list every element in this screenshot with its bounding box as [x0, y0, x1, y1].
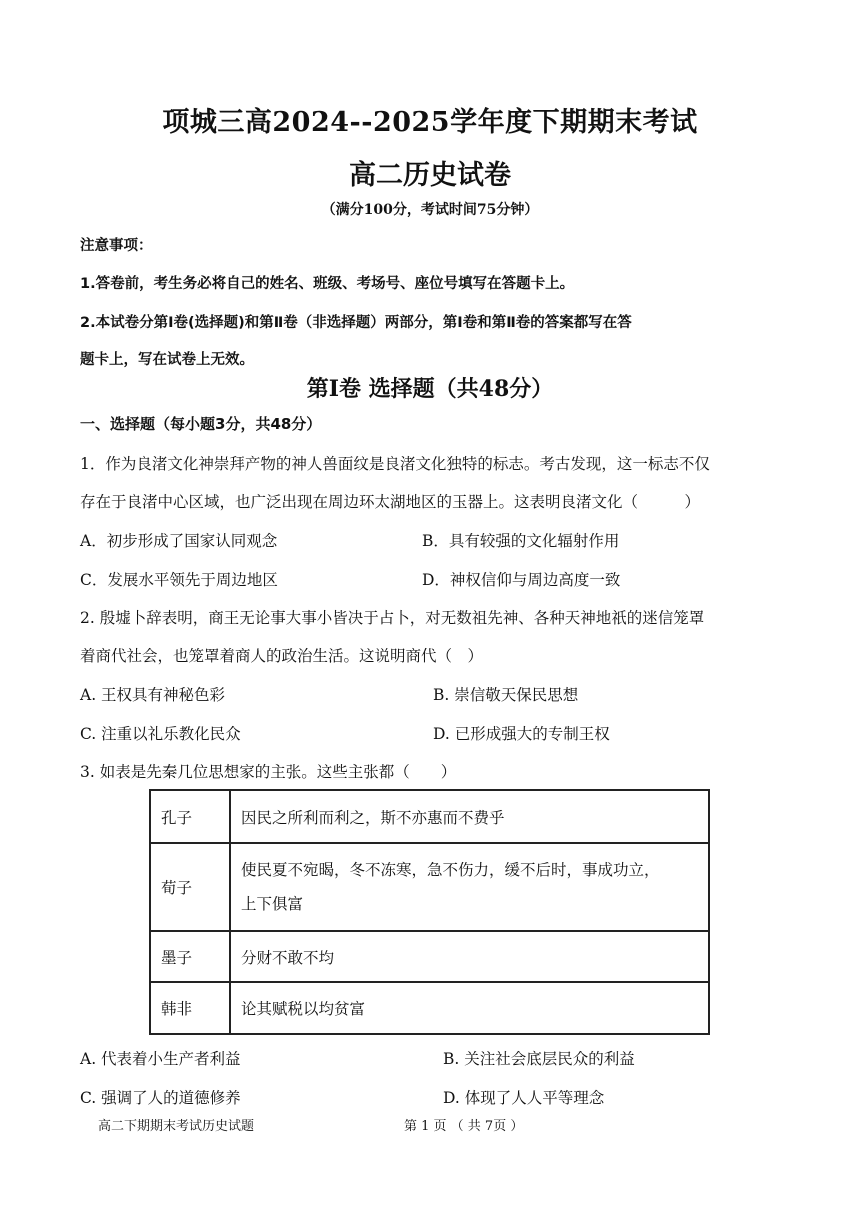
question-3-stem: 3. 如表是先秦几位思想家的主张。这些主张都（ ）: [80, 763, 457, 781]
thinkers-table: [149, 789, 710, 1035]
table-cell-thinker: 墨子: [150, 931, 230, 982]
question-2-option-a: A. 王权具有神秘色彩: [80, 686, 226, 704]
question-1-option-d: D．神权信仰与周边高度一致: [422, 571, 621, 589]
table-row: [150, 982, 709, 1034]
question-2-stem-line-1: 2. 殷墟卜辞表明，商王无论事大事小皆决于占卜，对无数祖先神、各种天神地祇的迷信笼罩: [80, 609, 705, 627]
notes-heading: 注意事项：: [80, 238, 153, 254]
table-cell-quote: 因民之所利而利之，斯不亦惠而不费乎: [230, 790, 709, 843]
paper-subtitle: 高二历史试卷: [349, 160, 511, 191]
question-1-option-a: A．初步形成了国家认同观念: [80, 532, 278, 550]
table-cell-thinker: 韩非: [150, 982, 230, 1034]
section-subtitle: 一、选择题（每小题3分，共48分）: [80, 415, 322, 433]
notes-item-1: 1.答卷前，考生务必将自己的姓名、班级、考场号、座位号填写在答题卡上。: [80, 276, 575, 292]
table-cell-quote-line-1: 使民夏不宛暍，冬不冻寒，急不伤力，缓不后时，事成功立，: [241, 861, 660, 879]
question-2-option-c: C. 注重以礼乐教化民众: [80, 725, 241, 743]
table-cell-quote-line-2: 上下俱富: [241, 895, 304, 913]
question-1-option-c: C．发展水平领先于周边地区: [80, 571, 278, 589]
section-title: 第Ⅰ卷 选择题（共48分）: [306, 376, 554, 402]
question-3-option-b: B. 关注社会底层民众的利益: [443, 1050, 635, 1068]
question-3-option-d: D. 体现了人人平等理念: [443, 1089, 605, 1107]
question-3-option-c: C. 强调了人的道德修养: [80, 1089, 241, 1107]
question-2-stem-line-2: 着商代社会，也笼罩着商人的政治生活。这说明商代（ ）: [80, 647, 484, 665]
question-1-option-b: B．具有较强的文化辐射作用: [422, 532, 620, 550]
footer-paper-name: 高二下期期末考试历史试题: [98, 1119, 255, 1134]
table-row: [150, 931, 709, 982]
notes-item-2-line-1: 2.本试卷分第Ⅰ卷(选择题)和第Ⅱ卷（非选择题）两部分，第Ⅰ卷和第Ⅱ卷的答案都写在答: [80, 315, 632, 331]
exam-info: （满分100分，考试时间75分钟）: [321, 202, 539, 218]
table-cell-quote: [230, 843, 709, 931]
table-cell-thinker: 孔子: [150, 790, 230, 843]
exam-title: 项城三高2024--2025学年度下期期末考试: [162, 107, 698, 138]
question-2-option-b: B. 崇信敬天保民思想: [433, 686, 579, 704]
table-cell-quote: 分财不敢不均: [230, 931, 709, 982]
question-3-option-a: A. 代表着小生产者利益: [80, 1050, 241, 1068]
footer-page-number: 第 1 页 （ 共 7页 ）: [404, 1119, 524, 1134]
question-1-stem-line-1: 1．作为良渚文化神崇拜产物的神人兽面纹是良渚文化独特的标志。考古发现，这一标志不仅: [80, 455, 710, 473]
question-2-option-d: D. 已形成强大的专制王权: [433, 725, 610, 743]
notes-item-2-line-2: 题卡上，写在试卷上无效。: [80, 352, 254, 368]
table-cell-quote: 论其赋税以均贫富: [230, 982, 709, 1034]
table-cell-thinker: 荀子: [150, 843, 230, 931]
table-row: [150, 790, 709, 843]
question-1-stem-line-2: 存在于良渚中心区域，也广泛出现在周边环太湖地区的玉器上。这表明良渚文化（ ）: [80, 493, 701, 511]
table-row: [150, 843, 709, 931]
